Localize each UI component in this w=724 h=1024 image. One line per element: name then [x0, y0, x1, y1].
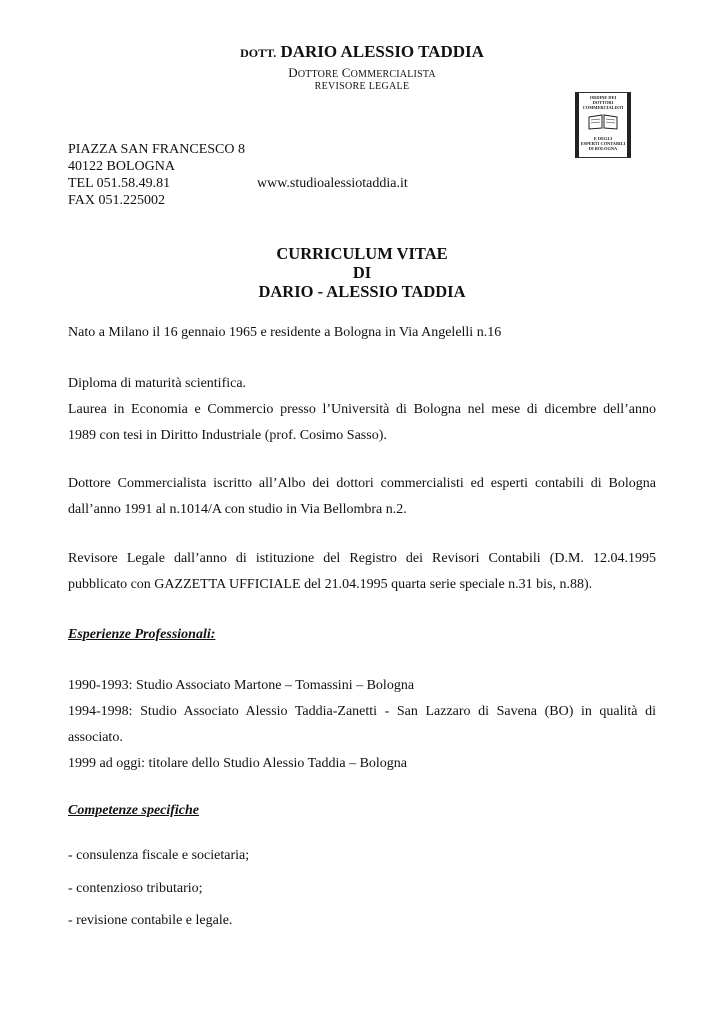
revisore-section: [68, 546, 656, 598]
order-seal-logo: [575, 92, 631, 158]
diploma-line: Diploma di maturità scientifica.: [68, 376, 247, 391]
cv-title-line1: CURRICULUM VITAE: [276, 244, 448, 263]
experience-item: 1990-1993: Studio Associato Martone – Tomassini – Bologna: [68, 678, 415, 693]
experience-list: [68, 673, 656, 777]
seal-bottom-text: [579, 136, 627, 152]
skills-heading: Competenze specifiche: [68, 803, 200, 818]
professional-name: DARIO ALESSIO TADDIA: [280, 42, 484, 61]
website-link[interactable]: www.studioalessiotaddia.it: [257, 176, 408, 191]
letterhead-title: [0, 65, 724, 81]
address-city: 40122 BOLOGNA: [68, 159, 175, 174]
experience-heading: Esperienze Professionali:: [68, 627, 216, 642]
name-prefix: DOTT.: [240, 46, 277, 60]
albo-section: [68, 471, 656, 523]
birth-residence-line: Nato a Milano il 16 gennaio 1965 e residente a Bologna in Via Angelelli n.16: [68, 325, 502, 340]
book-icon: [588, 114, 618, 130]
skill-item: - contenzioso tributario;: [68, 881, 203, 896]
address-street: PIAZZA SAN FRANCESCO 8: [68, 142, 245, 157]
cv-title-line2: DI: [352, 263, 372, 282]
seal-line: DI BOLOGNA: [588, 146, 618, 152]
albo-line-1: Dottore Commercialista iscritto all’Albo dei dottori commercialisti ed esperti contabili di Bologna: [68, 476, 656, 491]
degree-line-2: 1989 con tesi in Diritto Industriale (prof. Cosimo Sasso).: [68, 428, 387, 443]
title-initial-d: D: [288, 65, 298, 80]
title-initial-c: C: [341, 65, 351, 80]
letterhead-name: [0, 42, 724, 62]
albo-line-2: dall’anno 1991 al n.1014/A con studio in Via Bellombra n.2.: [68, 502, 407, 517]
title-rest-ommercialista: OMMERCIALISTA: [350, 69, 436, 80]
experience-item-continuation: associato.: [68, 730, 123, 745]
degree-line-1: Laurea in Economia e Commercio presso l’Università di Bologna nel mese di dicembre dell’anno: [68, 402, 656, 417]
seal-line: DOTTORI: [592, 100, 614, 106]
experience-item: 1994-1998: Studio Associato Alessio Taddia-Zanetti - San Lazzaro di Savena (BO) in qualità di: [68, 704, 656, 719]
address-telephone: TEL 051.58.49.81: [68, 176, 171, 191]
seal-top-text: [579, 95, 627, 111]
cv-title-line3: DARIO - ALESSIO TADDIA: [258, 282, 466, 301]
letterhead-subtitle: REVISORE LEGALE: [314, 81, 410, 92]
seal-line: ESPERTI CONTABILI: [580, 141, 626, 147]
education-section: [68, 371, 656, 449]
title-rest-ottore: OTTORE: [297, 69, 339, 80]
revisore-line-1: Revisore Legale dall’anno di istituzione del Registro dei Revisori Contabili (D.M. 12.04.1995: [68, 551, 656, 566]
seal-line: COMMERCIALISTI: [582, 105, 624, 111]
seal-line: ORDINE DEI: [589, 95, 617, 100]
seal-line: E DEGLI: [593, 136, 613, 141]
revisore-line-2: pubblicato con GAZZETTA UFFICIALE del 21.04.1995 quarta serie speciale n.31 bis, n.88).: [68, 577, 593, 592]
skill-item: - consulenza fiscale e societaria;: [68, 848, 250, 863]
experience-item: 1999 ad oggi: titolare dello Studio Alessio Taddia – Bologna: [68, 756, 408, 771]
address-fax: FAX 051.225002: [68, 193, 165, 208]
skill-item: - revisione contabile e legale.: [68, 913, 233, 928]
